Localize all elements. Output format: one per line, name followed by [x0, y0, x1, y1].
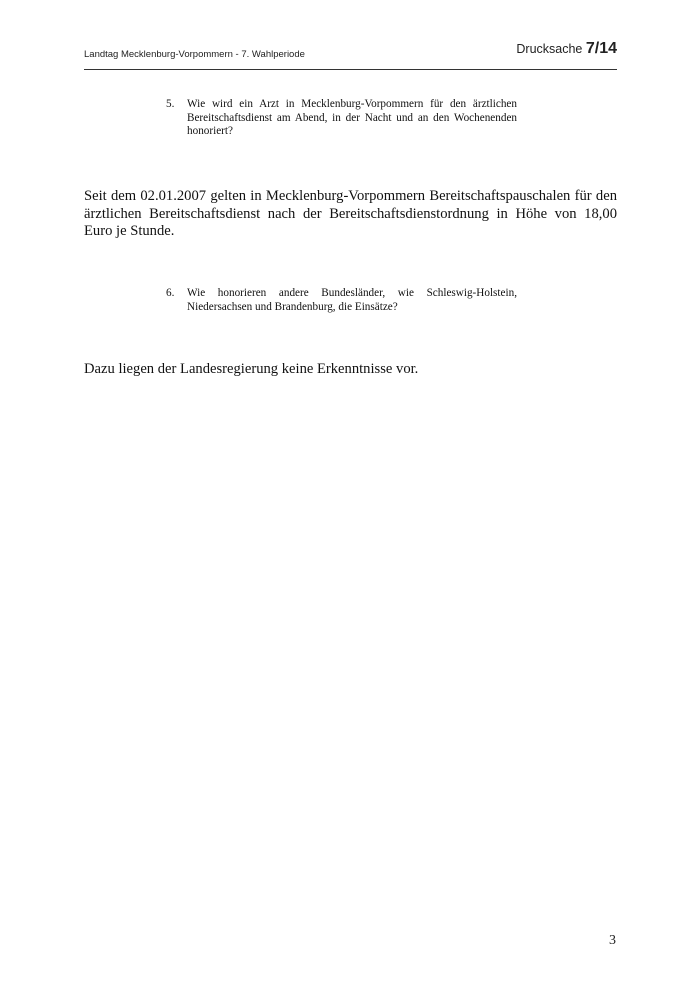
answer-6: Dazu liegen der Landesregierung keine Erkenntnisse vor. — [84, 361, 419, 377]
question-5 — [166, 98, 518, 142]
question-text: Wie honorieren andere Bundesländer, wie Schleswig-Holstein, Niedersachsen und Brandenburg, die Einsätze? — [187, 287, 517, 313]
question-number: 6. — [166, 287, 175, 299]
page-header — [84, 40, 617, 70]
question-6 — [166, 287, 518, 317]
header-divider — [84, 69, 617, 70]
question-number: 5. — [166, 98, 175, 110]
header-drucksache-label: Drucksache — [516, 42, 586, 56]
answer-5: Seit dem 02.01.2007 gelten in Mecklenburg-Vorpommern Bereitschaftspauschalen für den ärztlichen Bereitschaftsdienst nach der Bereitschaftsdienstordnung in Höhe von 18,00 Euro je Stunde. — [84, 188, 617, 239]
header-document-reference — [516, 40, 617, 58]
question-text: Wie wird ein Arzt in Mecklenburg-Vorpommern für den ärztlichen Bereitschaftsdienst am Abend, in der Nacht und an den Wochenenden honoriert? — [187, 98, 517, 138]
header-drucksache-number: 7/14 — [585, 40, 617, 57]
header-parliament-label: Landtag Mecklenburg-Vorpommern - 7. Wahlperiode — [84, 49, 305, 60]
page-number: 3 — [609, 933, 616, 948]
